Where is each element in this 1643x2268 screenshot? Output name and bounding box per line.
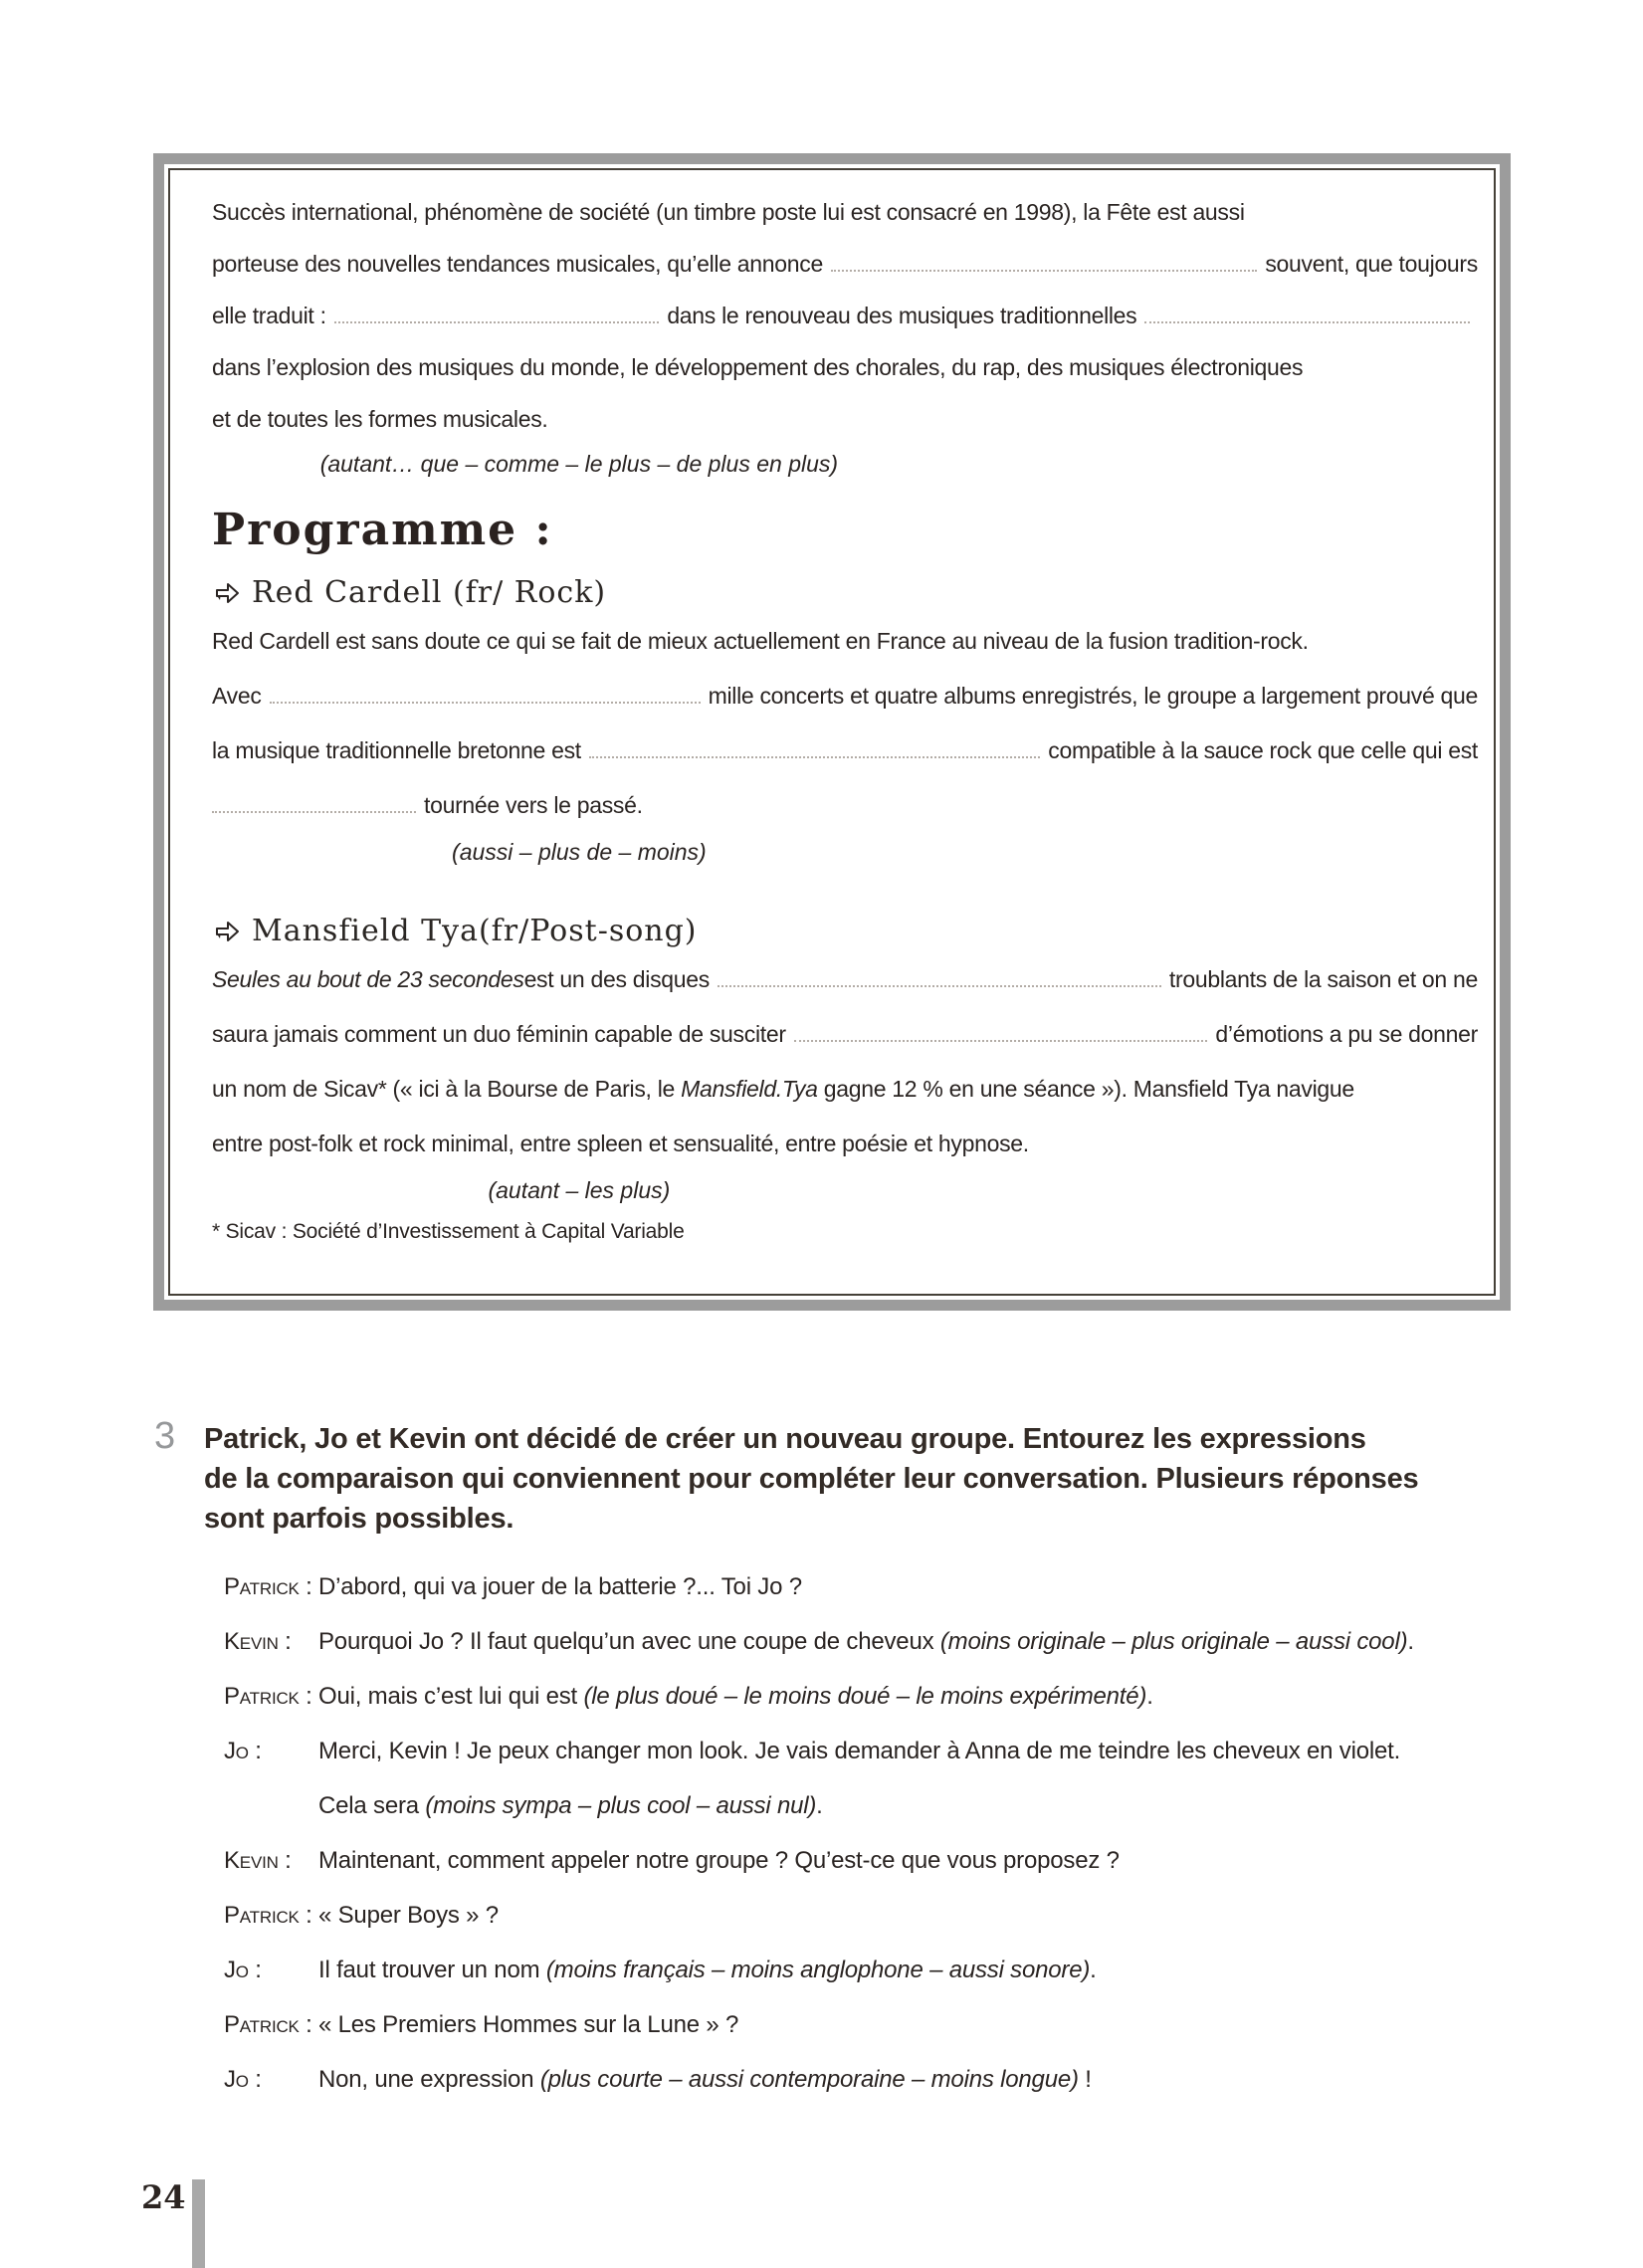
text-segment: d’émotions a pu se donner xyxy=(1215,1021,1478,1047)
dialogue-row xyxy=(224,1669,1597,1724)
instruction-line: de la comparaison qui conviennent pour compléter leur conversation. Plusieurs réponses xyxy=(204,1463,1419,1495)
answer-options: (le plus doué – le moins doué – le moins expérimenté) xyxy=(583,1683,1147,1710)
dialogue-row xyxy=(224,1997,1597,2052)
paragraph-line xyxy=(212,290,1478,341)
text-segment: troublants de la saison et on ne xyxy=(1168,966,1478,992)
dialogue-text xyxy=(318,1724,1400,1778)
dialogue-row xyxy=(224,1614,1597,1669)
fill-in-blank-line xyxy=(831,270,1257,272)
dialogue-text xyxy=(318,1778,823,1833)
programme-heading: Programme : xyxy=(212,505,553,555)
dialogue-text xyxy=(318,1669,1153,1724)
dialogue-row xyxy=(224,1724,1597,1778)
text-segment: est un des disques xyxy=(523,966,710,992)
dialogue xyxy=(224,1559,1597,2107)
fill-in-blank-line xyxy=(718,985,1161,987)
paragraph-line xyxy=(212,1007,1478,1062)
paragraph-line: Red Cardell est sans doute ce qui se fait de mieux actuellement en France au niveau de la fusion tradition-rock. xyxy=(212,628,1309,654)
utterance: Merci, Kevin ! Je peux changer mon look. Je vais demander à Anna de me teindre les cheveux en violet. xyxy=(318,1738,1401,1764)
speaker-name: Jo : xyxy=(224,1957,262,1983)
dialogue-text xyxy=(318,1997,738,2052)
text-segment: souvent, que toujours xyxy=(1265,251,1478,277)
right-arrow-icon xyxy=(212,578,242,608)
utterance: Cela sera xyxy=(318,1792,426,1819)
right-arrow-icon xyxy=(212,917,242,946)
text-segment: dans le renouveau des musiques traditionnelles xyxy=(667,303,1137,328)
dialogue-text xyxy=(318,1833,1120,1888)
dialogue-row xyxy=(224,2052,1597,2107)
text-segment: gagne 12 % en une séance »). Mansfield Tya navigue xyxy=(817,1076,1354,1102)
utterance: Pourquoi Jo ? Il faut quelqu’un avec une coupe de cheveux xyxy=(318,1628,940,1655)
utterance-end: . xyxy=(1407,1628,1414,1655)
utterance: « Super Boys » ? xyxy=(318,1902,499,1929)
instruction-line: sont parfois possibles. xyxy=(204,1503,514,1535)
text-segment: Avec xyxy=(212,683,262,709)
exercise-text-box xyxy=(168,168,1496,1296)
red-cardell-section xyxy=(212,572,1478,869)
exercise-number: 3 xyxy=(154,1415,176,1457)
answer-options-hint: (autant – les plus) xyxy=(488,1177,671,1203)
answer-options-hint: (aussi – plus de – moins) xyxy=(452,839,707,865)
instruction-line: Patrick, Jo et Kevin ont décidé de créer un nouveau groupe. Entourez les expressions xyxy=(204,1423,1366,1455)
fill-in-blank-line xyxy=(212,811,416,813)
band-name-italic: Mansfield.Tya xyxy=(681,1076,818,1102)
text-segment: tournée vers le passé. xyxy=(424,792,643,818)
page-number: 24 xyxy=(141,2178,186,2216)
text-segment: la musique traditionnelle bretonne est xyxy=(212,737,581,763)
speaker-name: Patrick : xyxy=(224,1683,312,1710)
fill-in-blank-line xyxy=(589,756,1040,758)
band-name: Mansfield Tya(fr/Post-song) xyxy=(252,914,698,948)
paragraph-line: entre post-folk et rock minimal, entre spleen et sensualité, entre poésie et hypnose. xyxy=(212,1131,1029,1156)
paragraph-line xyxy=(212,952,1478,1007)
speaker-name: Patrick : xyxy=(224,1573,312,1600)
speaker-name: Patrick : xyxy=(224,1902,312,1929)
utterance-end: . xyxy=(1090,1957,1097,1983)
speaker-name: Jo : xyxy=(224,2066,262,2093)
fill-in-blank-line xyxy=(334,321,660,323)
fill-in-blank-line xyxy=(1144,321,1470,323)
utterance: Maintenant, comment appeler notre groupe ? Qu’est-ce que vous proposez ? xyxy=(318,1847,1120,1874)
band-heading xyxy=(212,911,1478,952)
answer-options: (moins originale – plus originale – aussi cool) xyxy=(939,1628,1408,1655)
band-heading xyxy=(212,572,1478,614)
text-segment: elle traduit : xyxy=(212,303,326,328)
paragraph-line: dans l’explosion des musiques du monde, le développement des chorales, du rap, des musiques électroniques xyxy=(212,354,1304,380)
utterance: Non, une expression xyxy=(318,2066,540,2093)
dialogue-text xyxy=(318,1614,1414,1669)
fill-in-blank-line xyxy=(794,1040,1208,1042)
album-title: Seules au bout de 23 secondes xyxy=(212,966,524,992)
answer-options: (moins français – moins anglophone – aussi sonore) xyxy=(545,1957,1091,1983)
mansfield-tya-section xyxy=(212,911,1478,1207)
exercise-instructions xyxy=(204,1419,1597,1539)
paragraph-line xyxy=(212,778,1478,833)
answer-options: (moins sympa – plus cool – aussi nul) xyxy=(425,1792,817,1819)
paragraph-line: et de toutes les formes musicales. xyxy=(212,406,548,432)
utterance: Oui, mais c’est lui qui est xyxy=(318,1683,584,1710)
speaker-name: Kevin : xyxy=(224,1628,292,1655)
exercise-text-box-content xyxy=(170,170,1494,1245)
dialogue-text xyxy=(318,1888,499,1943)
paragraph-line xyxy=(212,238,1478,290)
dialogue-text xyxy=(318,1559,802,1614)
answer-options-hint: (autant… que – comme – le plus – de plus en plus) xyxy=(319,451,839,477)
paragraph-line xyxy=(212,723,1478,778)
dialogue-row xyxy=(224,1559,1597,1614)
sicav-footnote: * Sicav : Société d’Investissement à Capital Variable xyxy=(212,1220,685,1243)
speaker-name: Patrick : xyxy=(224,2011,312,2038)
utterance-end: ! xyxy=(1078,2066,1092,2093)
dialogue-row xyxy=(224,1943,1597,1997)
utterance: « Les Premiers Hommes sur la Lune » ? xyxy=(318,2011,739,2038)
dialogue-row xyxy=(224,1888,1597,1943)
text-segment: mille concerts et quatre albums enregistrés, le groupe a largement prouvé que xyxy=(708,683,1478,709)
utterance: Il faut trouver un nom xyxy=(318,1957,546,1983)
dialogue-row xyxy=(224,1833,1597,1888)
page-number-bar xyxy=(192,2179,205,2268)
answer-options: (plus courte – aussi contemporaine – moins longue) xyxy=(539,2066,1079,2093)
utterance-end: . xyxy=(816,1792,823,1819)
fill-in-blank-line xyxy=(270,702,701,704)
speaker-name: Kevin : xyxy=(224,1847,292,1874)
dialogue-text xyxy=(318,1943,1097,1997)
paragraph-line xyxy=(212,1062,1478,1117)
utterance-end: . xyxy=(1146,1683,1153,1710)
text-segment: compatible à la sauce rock que celle qui est xyxy=(1048,737,1478,763)
text-segment: saura jamais comment un duo féminin capable de susciter xyxy=(212,1021,786,1047)
speaker-name: Jo : xyxy=(224,1738,262,1764)
dialogue-text xyxy=(318,2052,1092,2107)
dialogue-row xyxy=(224,1778,1597,1833)
paragraph-line xyxy=(212,669,1478,723)
paragraph-line: Succès international, phénomène de société (un timbre poste lui est consacré en 1998), la Fête est aussi xyxy=(212,199,1245,225)
text-segment: porteuse des nouvelles tendances musicales, qu’elle annonce xyxy=(212,251,823,277)
utterance: D’abord, qui va jouer de la batterie ?... Toi Jo ? xyxy=(318,1573,802,1600)
text-segment: un nom de Sicav* (« ici à la Bourse de Paris, le xyxy=(212,1076,682,1102)
band-name: Red Cardell (fr/ Rock) xyxy=(252,575,607,610)
